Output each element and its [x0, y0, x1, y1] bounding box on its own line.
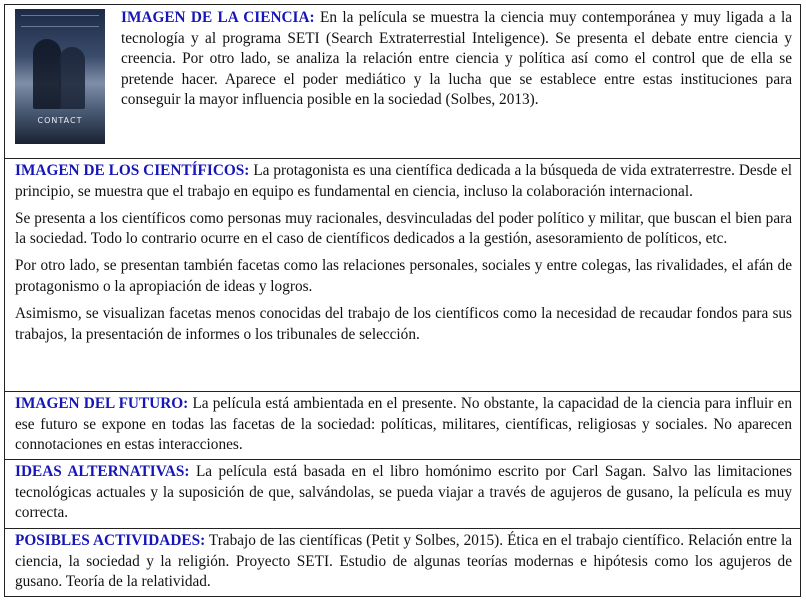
poster-figure-left [33, 39, 61, 109]
section-paragraph [15, 394, 792, 456]
section-label: IMAGEN DE LOS CIENTÍFICOS: [15, 162, 250, 179]
section-imagen-ciencia [5, 5, 800, 158]
poster-figure-right [59, 47, 85, 109]
section-paragraph [15, 531, 792, 593]
section-label: IMAGEN DE LA CIENCIA: [121, 9, 315, 26]
section-paragraph [15, 161, 792, 202]
poster-title: CONTACT [37, 116, 83, 126]
movie-poster-image [15, 9, 105, 144]
section-label: IMAGEN DEL FUTURO: [15, 395, 189, 412]
section-paragraph [15, 462, 792, 524]
section-text: Trabajo de las científicas (Petit y Solbes, 2015). Ética en el trabajo científico. Relación entre la ciencia, la sociedad y la religión. Proyecto SETI. Estudio de algunas teorías modernas e hipótesis como los agujeros de gusano. Teoría de la relatividad. [15, 532, 792, 591]
section-imagen-futuro [5, 391, 800, 459]
section-imagen-cientificos [5, 158, 800, 391]
film-analysis-table [4, 4, 801, 597]
section-paragraph [121, 8, 792, 111]
section-text: La película está ambientada en el presente. No obstante, la capacidad de la ciencia para influir en ese futuro se expone en todas las facetas de la sociedad: políticas, militares, científicas, religiosas y sociales. No aparecen connotaciones en estas interacciones. [15, 395, 792, 454]
section-paragraph: Por otro lado, se presentan también facetas como las relaciones personales, sociales y entre colegas, las rivalidades, el afán de protagonismo o la apropiación de ideas y logros. [15, 257, 792, 295]
poster-tagline-decoration [21, 15, 99, 27]
section-ideas-alternativas [5, 459, 800, 528]
section-label: POSIBLES ACTIVIDADES: [15, 532, 206, 549]
section-text: La película está basada en el libro homónimo escrito por Carl Sagan. Salvo las limitaciones tecnológicas actuales y la suposición de que, salvándolas, se pueda viajar a través de agujeros de gusano, la película es muy correcta. [15, 463, 793, 522]
section-posibles-actividades [5, 528, 800, 598]
section-text: En la película se muestra la ciencia muy contemporánea y muy ligada a la tecnología y al programa SETI (Search Extraterrestial Inteligence). Se presenta el debate entre ciencia y creencia. Por otro lado, se analiza la relación entre ciencia y política así como el control que de ella se pretende hacer. Aparece el poder mediático y la lucha que se establece entre estas instituciones para conseguir la mayor influencia posible en la sociedad (Solbes, 2013). [121, 9, 792, 109]
section-text: La protagonista es una científica dedicada a la búsqueda de vida extraterrestre. Desde el principio, se muestra que el trabajo en equipo es fundamental en ciencia, incluso la colaboración internacional. [15, 162, 792, 200]
section-paragraph: Asimismo, se visualizan facetas menos conocidas del trabajo de los científicos como la necesidad de recaudar fondos para sus trabajos, la presentación de informes o los tribunales de selección. [15, 305, 792, 343]
section-label: IDEAS ALTERNATIVAS: [15, 463, 190, 480]
section-paragraph: Se presenta a los científicos como personas muy racionales, desvinculadas del poder político y militar, que buscan el bien para la sociedad. Todo lo contrario ocurre en el caso de científicos dedicados a la gestión, asesoramiento de políticos, etc. [15, 209, 792, 248]
